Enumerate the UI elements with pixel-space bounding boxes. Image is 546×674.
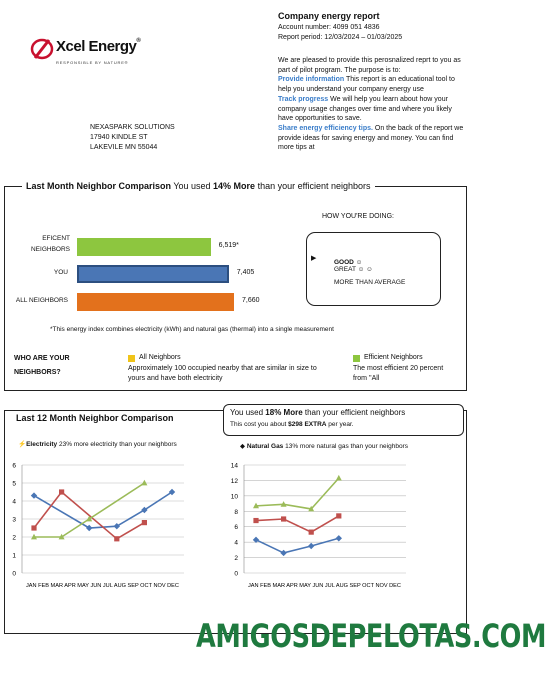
- report-period: Report period: 12/03/2024 – 01/03/2025: [278, 34, 403, 41]
- address-line: NEXASPARK SOLUTIONS: [90, 124, 175, 131]
- report-title: Company energy report: [278, 11, 380, 21]
- y-tick-label: 8: [234, 508, 238, 516]
- address-line: LAKEVILE MN 55044: [90, 144, 158, 151]
- all-neighbors-swatch: [128, 355, 135, 362]
- y-tick-label: 14: [230, 462, 238, 470]
- data-point: [114, 536, 119, 541]
- y-tick-label: 4: [12, 498, 16, 506]
- y-tick-label: 2: [234, 555, 238, 563]
- y-tick-label: 1: [12, 552, 16, 560]
- y-tick-label: 10: [230, 493, 238, 501]
- all-neighbors-title: All Neighbors: [139, 354, 181, 361]
- series-line: [256, 516, 339, 532]
- data-point: [281, 516, 286, 521]
- y-tick-label: 12: [230, 477, 238, 485]
- gas-chart: [228, 455, 418, 595]
- intro-paragraph: We are pleased to provide this perosnalized reprt to you as part of pilot program. The purpose is to:: [278, 57, 461, 74]
- all-neighbors-desc: Approximately 100 occupied nearby that are similar in size to yours and have both electricity: [128, 365, 317, 382]
- efficient-neighbors-swatch: [353, 355, 360, 362]
- y-tick-label: 6: [12, 462, 16, 470]
- doing-more: MORE THAN AVERAGE: [334, 279, 406, 286]
- bar-label: ALL NEIGHBORS: [15, 297, 68, 304]
- logo-tagline: RESPONSIBLE BY NATURE®: [56, 60, 129, 65]
- intro-keyword-info: Provide information: [278, 76, 345, 84]
- lightning-icon: ⚡: [18, 441, 27, 448]
- intro-text-track: We will help you learn about how your company usage changes over time and where you likely have opportunities to save.: [278, 95, 452, 123]
- data-point: [142, 520, 147, 525]
- bar-value: 7,405: [236, 269, 255, 276]
- mailing-address: [90, 123, 175, 153]
- callout-cost: This cost you about $298 EXTRA per year.: [230, 421, 354, 428]
- intro-keyword-tips: Share energy efficiency tips.: [278, 124, 373, 132]
- series-line: [34, 492, 144, 539]
- who-question: WHO ARE YOUR NEIGHBORS?: [14, 355, 70, 376]
- doing-box: [306, 232, 441, 306]
- flame-icon: ◆: [240, 443, 245, 450]
- comparison-bar: [77, 265, 229, 283]
- doing-great: GREAT ☺ ☺: [334, 266, 373, 273]
- bar-label: EFICENT NEIGHBORS: [30, 235, 70, 253]
- intro-keyword-track: Track progress: [278, 95, 329, 103]
- watermark: AMIGOSDEPELOTAS.COM: [196, 617, 546, 655]
- data-point: [336, 513, 341, 518]
- data-point: [141, 480, 147, 486]
- energy-index-footnote: *This energy index combines electricity (kWh) and natural gas (thermal) into a single measurement: [50, 326, 334, 333]
- data-point: [336, 535, 342, 541]
- doing-title: HOW YOU'RE DOING:: [322, 213, 394, 220]
- data-point: [336, 475, 342, 481]
- data-point: [280, 550, 286, 556]
- x-tick-labels: JAN FEB MAR APR MAY JUN JUL AUG SEP OCT NOV DEC: [26, 583, 179, 589]
- intro-text-info: This report is an educational tool to help you understand your company energy use: [278, 76, 455, 94]
- electricity-heading: ⚡Electricity 23% more electricity than your neighbors: [18, 441, 177, 448]
- comparison-bar: [77, 238, 211, 256]
- doing-good: GOOD ☺: [334, 259, 363, 266]
- data-point: [308, 543, 314, 549]
- data-point: [253, 518, 258, 523]
- last-month-title: Last Month Neighbor Comparison You used 14% More than your efficient neighbors: [22, 181, 375, 191]
- pointer-icon: ▶: [311, 255, 317, 262]
- y-tick-label: 5: [12, 480, 16, 488]
- logo-wordmark: Xcel Energy®: [56, 38, 141, 55]
- bar-value: 7,660: [242, 297, 260, 304]
- comparison-bar: [77, 293, 234, 311]
- y-tick-label: 3: [12, 516, 16, 524]
- series-line: [256, 478, 339, 509]
- intro-text: [278, 56, 468, 153]
- efficient-neighbors-desc: The most efficient 20 percent from ''All: [353, 365, 444, 382]
- twelve-month-title: Last 12 Month Neighbor Comparison: [16, 413, 174, 423]
- account-number: Account number: 4099 051 4836: [278, 24, 380, 31]
- x-tick-labels: JAN FEB MAR APR MAY JUN JUL AUG SEP OCT NOV DEC: [248, 583, 401, 589]
- y-tick-label: 6: [234, 524, 238, 532]
- callout-text: You used 18% More than your efficient neighbors: [230, 408, 406, 417]
- y-tick-label: 4: [234, 539, 238, 547]
- y-tick-label: 0: [234, 570, 238, 578]
- series-line: [256, 538, 339, 553]
- electricity-chart: [6, 455, 196, 595]
- bar-label: YOU: [53, 269, 68, 276]
- gas-heading: ◆ Natural Gas 13% more natural gas than your neighbors: [240, 443, 408, 450]
- y-tick-label: 2: [12, 534, 16, 542]
- data-point: [309, 530, 314, 535]
- y-tick-label: 0: [12, 570, 16, 578]
- efficient-neighbors-title: Efficient Neighbors: [364, 354, 423, 361]
- data-point: [31, 525, 36, 530]
- intro-text-tips: On the back of the report we provide ideas for saving energy and money. You can find more tips at: [278, 124, 464, 152]
- address-line: 17940 KINDLE ST: [90, 134, 148, 141]
- data-point: [59, 489, 64, 494]
- bar-value: 6,519*: [218, 242, 239, 249]
